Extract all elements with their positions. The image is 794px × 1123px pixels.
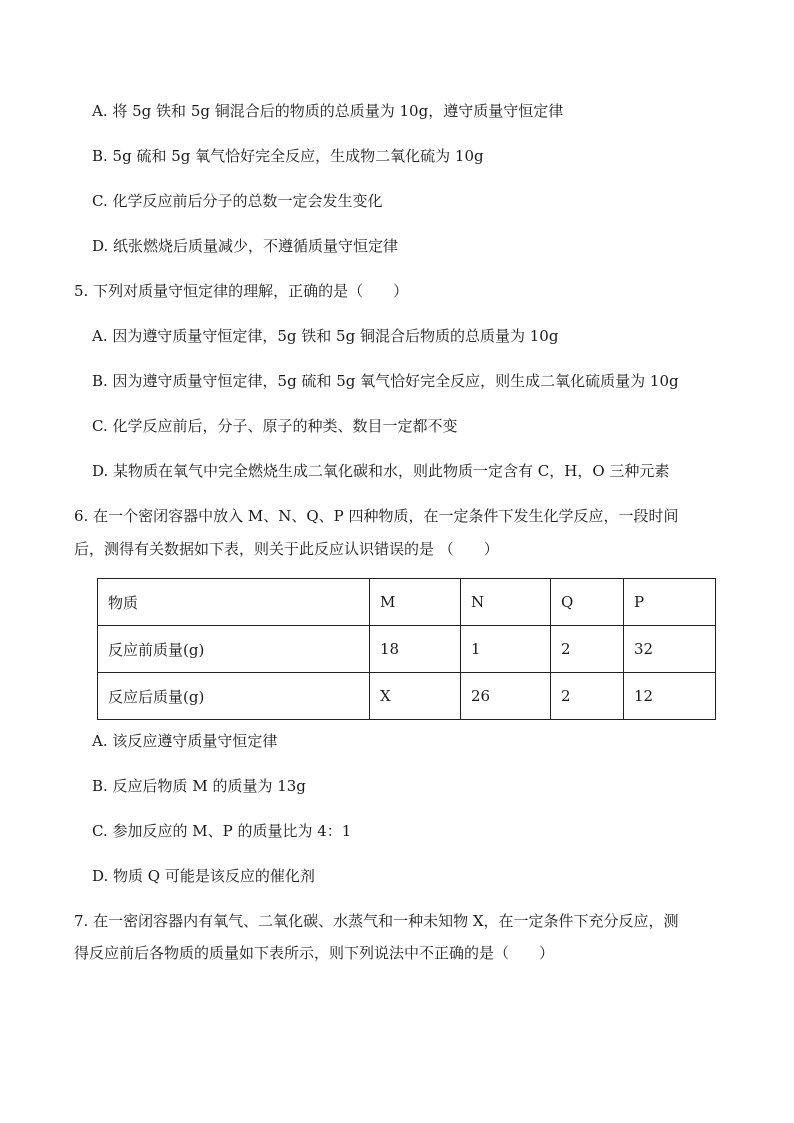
q4-option-a: A. 将 5g 铁和 5g 铜混合后的物质的总质量为 10g，遵守质量守恒定律	[92, 102, 564, 120]
q5-option-a: A. 因为遵守质量守恒定律，5g 铁和 5g 铜混合后物质的总质量为 10g	[92, 327, 559, 345]
table-cell: 2	[551, 626, 624, 673]
q4-option-c: C. 化学反应前后分子的总数一定会发生变化	[92, 192, 383, 210]
q6-option-c: C. 参加反应的 M、P 的质量比为 4：1	[92, 822, 352, 840]
q6-stem-line2: 后，测得有关数据如下表，则关于此反应认识错误的是 （ ）	[74, 540, 499, 558]
table-header-cell: Q	[551, 579, 624, 626]
q5-option-b: B. 因为遵守质量守恒定律，5g 硫和 5g 氧气恰好完全反应，则生成二氧化硫质量为 10g	[92, 372, 679, 390]
table-cell: 32	[624, 626, 716, 673]
table-cell: 反应后质量(g)	[98, 673, 370, 720]
table-cell: X	[370, 673, 461, 720]
q5-option-c: C. 化学反应前后，分子、原子的种类、数目一定都不变	[92, 417, 458, 435]
q4-option-d: D. 纸张燃烧后质量减少，不遵循质量守恒定律	[92, 237, 399, 255]
table-row	[98, 626, 716, 673]
table-cell: 26	[461, 673, 551, 720]
table-cell: 12	[624, 673, 716, 720]
table-header-cell: P	[624, 579, 716, 626]
q6-data-table	[97, 578, 716, 720]
q5-stem: 5. 下列对质量守恒定律的理解，正确的是（ ）	[74, 282, 409, 300]
q6-option-a: A. 该反应遵守质量守恒定律	[92, 732, 278, 750]
table-cell: 1	[461, 626, 551, 673]
q7-stem-line1: 7. 在一密闭容器内有氧气、二氧化碳、水蒸气和一种未知物 X，在一定条件下充分反应，测	[74, 912, 679, 930]
table-cell: 反应前质量(g)	[98, 626, 370, 673]
q4-option-b: B. 5g 硫和 5g 氧气恰好完全反应，生成物二氧化硫为 10g	[92, 147, 484, 165]
q7-stem-line2: 得反应前后各物质的质量如下表所示，则下列说法中不正确的是（ ）	[74, 944, 555, 962]
q5-option-d: D. 某物质在氧气中完全燃烧生成二氧化碳和水，则此物质一定含有 C，H，O 三种元素	[92, 462, 670, 480]
table-row	[98, 673, 716, 720]
q6-stem-line1: 6. 在一个密闭容器中放入 M、N、Q、P 四种物质，在一定条件下发生化学反应，一段时间	[74, 507, 679, 525]
table-header-cell: 物质	[98, 579, 370, 626]
table-header-row	[98, 579, 716, 626]
table-cell: 2	[551, 673, 624, 720]
table-header-cell: N	[461, 579, 551, 626]
table-cell: 18	[370, 626, 461, 673]
table-header-cell: M	[370, 579, 461, 626]
q6-option-b: B. 反应后物质 M 的质量为 13g	[92, 777, 306, 795]
q6-option-d: D. 物质 Q 可能是该反应的催化剂	[92, 867, 315, 885]
